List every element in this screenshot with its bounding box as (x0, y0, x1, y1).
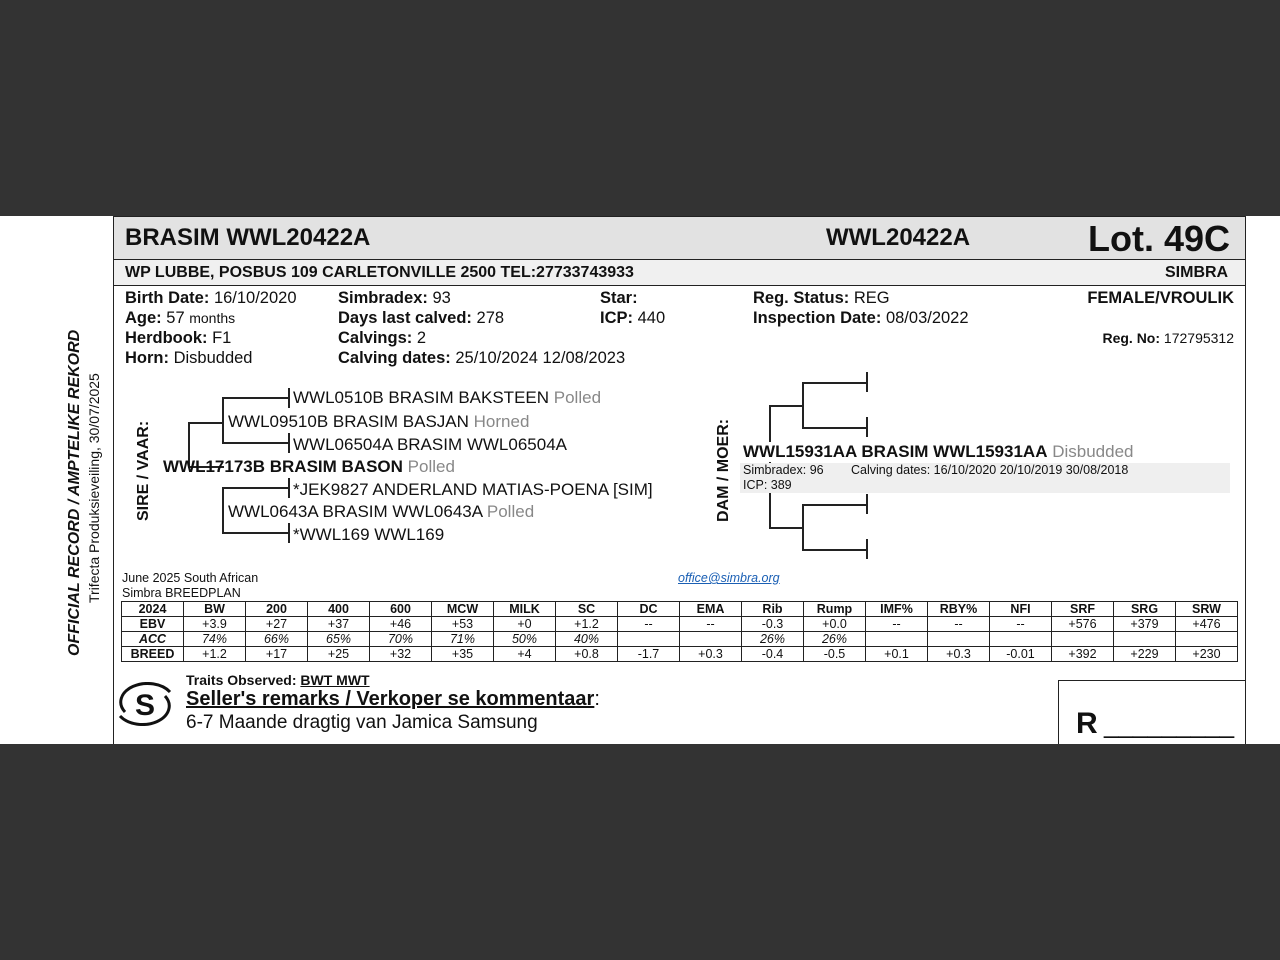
headers-cell: BW (184, 602, 246, 617)
calvings-value: 2 (416, 329, 427, 347)
breed-cell: +230 (1176, 647, 1238, 662)
ss-horn: Horned (473, 412, 530, 431)
breed-cell: +32 (370, 647, 432, 662)
breed-cell: +392 (1052, 647, 1114, 662)
inspection-date (753, 309, 969, 328)
ddd-tick (866, 539, 868, 559)
acc-cell (990, 632, 1052, 647)
headers-cell: 200 (246, 602, 308, 617)
headers-cell: RBY% (928, 602, 990, 617)
acc-cell (618, 632, 680, 647)
email-link[interactable]: office@simbra.org (678, 571, 780, 585)
acc-label-cell: ACC (122, 632, 184, 647)
birth-date-label: Birth Date: (125, 289, 210, 307)
headers-label-cell: 2024 (122, 602, 184, 617)
dam-name: WWL15931AA BRASIM WWL15931AA (743, 442, 1048, 461)
headers-cell: SC (556, 602, 618, 617)
acc-cell (928, 632, 990, 647)
sss-horn: Polled (553, 388, 602, 407)
breed-row (122, 647, 1238, 662)
dam-icp: ICP: 389 (743, 478, 792, 492)
dss-tick (866, 372, 868, 392)
headers-cell: DC (618, 602, 680, 617)
dam (743, 442, 1138, 462)
acc-cell (680, 632, 742, 647)
sire-sire (228, 412, 529, 432)
breed-cell: +35 (432, 647, 494, 662)
sire-sire-sire (293, 388, 601, 408)
herdbook-label: Herdbook: (125, 329, 208, 347)
ebv-cell: -- (928, 617, 990, 632)
dam-simbradex: Simbradex: 96 (743, 463, 824, 477)
reg-status (753, 289, 890, 308)
sire-label: SIRE / VAAR: (135, 420, 152, 521)
icp (600, 309, 665, 328)
headers-cell: 400 (308, 602, 370, 617)
dam-label: DAM / MOER: (715, 418, 732, 522)
ebv-cell: -- (990, 617, 1052, 632)
simbradex-value: 93 (432, 289, 451, 307)
owner-address: WP LUBBE, POSBUS 109 CARLETONVILLE 2500 TEL:27733743933 (125, 264, 634, 281)
acc-cell: 26% (742, 632, 804, 647)
ebv-cell: -- (866, 617, 928, 632)
traits-label: Traits Observed: (186, 672, 297, 688)
breed-cell: -1.7 (618, 647, 680, 662)
headers-cell: 600 (370, 602, 432, 617)
icp-label: ICP: (600, 309, 633, 327)
animal-name: BRASIM WWL20422A (125, 224, 371, 251)
breed-cell: -0.5 (804, 647, 866, 662)
reg-no-value: 172795312 (1163, 330, 1234, 346)
age-unit: months (189, 310, 236, 326)
reg-status-value: REG (853, 289, 890, 307)
birth-date-value: 16/10/2020 (213, 289, 297, 307)
breed-name: SIMBRA (1165, 264, 1229, 281)
calvings-label: Calvings: (338, 329, 413, 347)
ebv-cell: -0.3 (742, 617, 804, 632)
seller-logo (115, 682, 175, 724)
ds-bracket (802, 382, 804, 428)
breed-cell: +25 (308, 647, 370, 662)
ebv-cell: +0.0 (804, 617, 866, 632)
acc-cell: 26% (804, 632, 866, 647)
acc-cell: 71% (432, 632, 494, 647)
acc-cell: 66% (246, 632, 308, 647)
ebv-header-row (122, 602, 1238, 617)
calving-dates-value: 25/10/2024 12/08/2023 (455, 349, 626, 367)
breedplan-note-2: Simbra BREEDPLAN (122, 586, 241, 600)
reg-no (1102, 330, 1234, 346)
sd-bracket (222, 487, 224, 533)
ebv-cell: -- (618, 617, 680, 632)
calving-dates (338, 349, 625, 368)
acc-cell: 70% (370, 632, 432, 647)
inspection-label: Inspection Date: (753, 309, 882, 327)
ebv-cell: -- (680, 617, 742, 632)
dam-bracket-bottom (769, 527, 803, 529)
days-label: Days last calved: (338, 309, 472, 327)
age-value: 57 (166, 309, 185, 327)
simbradex-label: Simbradex: (338, 289, 428, 307)
breed-cell: +0.1 (866, 647, 928, 662)
ebv-label-cell: EBV (122, 617, 184, 632)
sire-sire-dam: WWL06504A BRASIM WWL06504A (293, 435, 568, 454)
acc-cell: 65% (308, 632, 370, 647)
ebv-cell: +1.2 (556, 617, 618, 632)
headers-cell: MILK (494, 602, 556, 617)
dsd-tick (866, 417, 868, 437)
ss-bracket (222, 397, 224, 443)
sire-bracket-top (188, 422, 224, 424)
breed-cell: +4 (494, 647, 556, 662)
sire (163, 457, 455, 477)
acc-cell: 40% (556, 632, 618, 647)
traits-observed (186, 672, 370, 688)
breed-cell: +229 (1114, 647, 1176, 662)
ebv-cell: +476 (1176, 617, 1238, 632)
acc-cell: 74% (184, 632, 246, 647)
breed-cell: +0.3 (680, 647, 742, 662)
inspection-value: 08/03/2022 (885, 309, 969, 327)
breedplan-note-1: June 2025 South African (122, 571, 259, 585)
simbradex (338, 289, 451, 308)
official-record-label: OFFICIAL RECORD / AMPTELIKE REKORD (66, 329, 83, 656)
age-label: Age: (125, 309, 162, 327)
ebv-cell: +46 (370, 617, 432, 632)
remarks-colon: : (594, 688, 600, 710)
headers-cell: MCW (432, 602, 494, 617)
star (600, 289, 638, 308)
lot-number: Lot. 49C (1088, 218, 1231, 259)
sire-dam-dam: *WWL169 WWL169 (293, 525, 445, 544)
ebv-row (122, 617, 1238, 632)
ss-name: WWL09510B BRASIM BASJAN (228, 412, 469, 431)
calving-dates-label: Calving dates: (338, 349, 451, 367)
sd-bracket-top (222, 487, 288, 489)
reg-status-label: Reg. Status: (753, 289, 850, 307)
remarks-label: Seller's remarks / Verkoper se kommentaar (186, 688, 595, 710)
breed-cell: -0.4 (742, 647, 804, 662)
ebv-cell: +37 (308, 617, 370, 632)
headers-cell: SRW (1176, 602, 1238, 617)
icp-value: 440 (637, 309, 666, 327)
sire-dam-sire: *JEK9827 ANDERLAND MATIAS-POENA [SIM] (293, 480, 653, 499)
sd-name: WWL0643A BRASIM WWL0643A (228, 502, 483, 521)
headers-cell: SRG (1114, 602, 1176, 617)
traits-value: BWT MWT (300, 672, 370, 688)
headers-cell: IMF% (866, 602, 928, 617)
sds-tick (288, 478, 290, 498)
auction-card (0, 216, 1280, 744)
ds-bracket-bottom (802, 427, 868, 429)
animal-id: WWL20422A (826, 224, 971, 251)
logo-letter: S (135, 689, 156, 722)
dd-bracket-bottom (802, 549, 868, 551)
ebv-cell: +53 (432, 617, 494, 632)
headers-cell: NFI (990, 602, 1052, 617)
price-r-label: R (1076, 707, 1098, 740)
ebv-cell: +379 (1114, 617, 1176, 632)
acc-cell (1114, 632, 1176, 647)
dam-horn: Disbudded (1052, 442, 1134, 461)
sdd-tick (288, 523, 290, 543)
ebv-cell: +0 (494, 617, 556, 632)
breed-cell: +1.2 (184, 647, 246, 662)
dam-calving-dates: Calving dates: 16/10/2020 20/10/2019 30/08/2018 (851, 463, 1129, 477)
seller-remarks-heading (186, 688, 600, 711)
breed-label-cell: BREED (122, 647, 184, 662)
reg-no-label: Reg. No: (1102, 330, 1161, 346)
days-value: 278 (476, 309, 505, 327)
ebv-table (121, 601, 1238, 662)
horn-value: Disbudded (173, 349, 253, 367)
ebv-cell: +27 (246, 617, 308, 632)
sire-dam (228, 502, 534, 522)
ss-bracket-bottom (222, 442, 288, 444)
simbra-logo-icon (115, 682, 175, 726)
acc-row (122, 632, 1238, 647)
breed-cell: +17 (246, 647, 308, 662)
sire-horn: Polled (407, 457, 455, 476)
herdbook (125, 329, 231, 348)
acc-cell: 50% (494, 632, 556, 647)
headers-cell: Rump (804, 602, 866, 617)
dds-tick (866, 494, 868, 514)
dd-bracket (802, 504, 804, 550)
ds-bracket-top (802, 382, 868, 384)
breed-cell: -0.01 (990, 647, 1052, 662)
star-label: Star: (600, 289, 638, 307)
herdbook-value: F1 (212, 329, 232, 347)
sss-tick (288, 388, 290, 408)
ebv-cell: +3.9 (184, 617, 246, 632)
price-input[interactable]: _________ (1104, 709, 1235, 739)
horn-label: Horn: (125, 349, 169, 367)
seller-remarks: 6-7 Maande dragtig van Jamica Samsung (186, 712, 538, 733)
sex: FEMALE/VROULIK (1087, 289, 1234, 307)
sss-name: WWL0510B BRASIM BAKSTEEN (293, 388, 550, 407)
sale-subtitle: Trifecta Produksieveiling, 30/07/2025 (86, 373, 102, 603)
acc-cell (1052, 632, 1114, 647)
ssd-tick (288, 433, 290, 453)
calvings (338, 329, 426, 348)
age (125, 309, 235, 328)
ss-bracket-top (222, 397, 288, 399)
acc-cell (1176, 632, 1238, 647)
breed-cell: +0.3 (928, 647, 990, 662)
sire-name: WWL17173B BRASIM BASON (163, 457, 403, 476)
ebv-cell: +576 (1052, 617, 1114, 632)
days-last-calved (338, 309, 504, 328)
birth-date (125, 289, 297, 308)
headers-cell: SRF (1052, 602, 1114, 617)
breed-cell: +0.8 (556, 647, 618, 662)
sd-bracket-bottom (222, 532, 288, 534)
headers-cell: EMA (680, 602, 742, 617)
dam-bracket-top (769, 405, 803, 407)
dd-bracket-top (802, 504, 868, 506)
headers-cell: Rib (742, 602, 804, 617)
horn (125, 349, 252, 368)
sd-horn: Polled (486, 502, 535, 521)
acc-cell (866, 632, 928, 647)
